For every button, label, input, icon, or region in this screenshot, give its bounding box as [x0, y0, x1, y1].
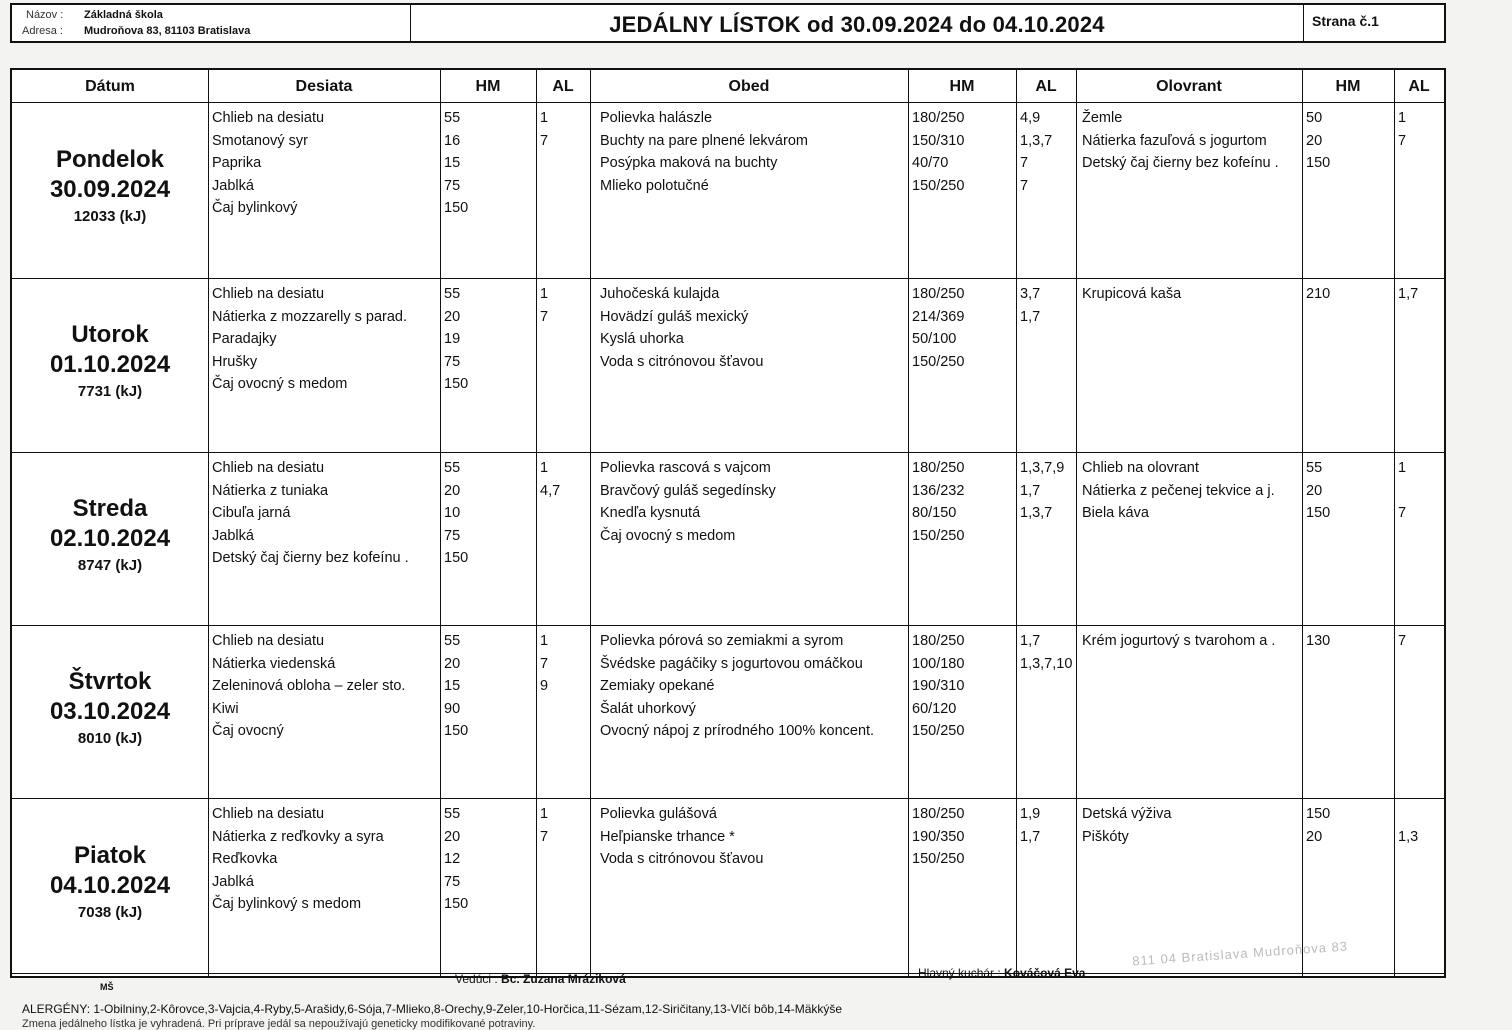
afternoon-hm: 150	[1306, 806, 1331, 822]
day-date: 02.10.2024	[49, 524, 171, 552]
afternoon-hm-list	[1306, 457, 1330, 525]
day-name: Štvrtok	[68, 667, 152, 695]
lunch-hm-list	[912, 803, 964, 871]
snack-al: 4,7	[540, 482, 561, 499]
lunch-item: Šalát uhorkový	[600, 700, 696, 717]
snack-hm: 90	[444, 700, 461, 717]
lunch-hm: 150/250	[912, 851, 965, 867]
lunch-item: Švédske pagáčiky s jogurtovou omáčkou	[600, 655, 863, 672]
lunch-item: Knedľa kysnutá	[600, 505, 701, 521]
afternoon-item: Nátierka z pečenej tekvice a j.	[1082, 482, 1275, 499]
afternoon-al	[1398, 480, 1406, 503]
snack-al	[540, 698, 548, 721]
lunch-item: Voda s citrónovou šťavou	[600, 851, 764, 867]
address-label: Adresa :	[22, 25, 63, 37]
lunch-item: Čaj ovocný s medom	[600, 527, 736, 544]
afternoon-al	[1398, 803, 1418, 826]
name-label: Názov :	[26, 9, 64, 21]
col-header-al-snack: AL	[552, 78, 574, 95]
snack-hm: 19	[444, 331, 461, 347]
lunch-hm: 180/250	[912, 286, 965, 302]
lunch-hm-list	[912, 630, 964, 743]
afternoon-item: Žemle	[1082, 110, 1123, 126]
snack-hm: 75	[444, 353, 461, 370]
lunch-item-list	[600, 457, 776, 547]
lunch-item: Heľpianske trhance *	[600, 828, 735, 845]
page-number: Strana č.1	[1312, 13, 1379, 29]
snack-item: Čaj ovocný	[212, 723, 284, 739]
footer-divider	[12, 973, 1444, 974]
lunch-hm-list	[912, 457, 964, 547]
snack-hm: 75	[444, 177, 461, 194]
day-label	[12, 494, 208, 578]
day-label	[12, 145, 208, 229]
lunch-hm: 180/250	[912, 460, 965, 476]
col-divider	[590, 70, 591, 976]
afternoon-item: Detská výživa	[1082, 806, 1172, 822]
afternoon-hm: 150	[1306, 505, 1331, 521]
school-stamp: 811 04 Bratislava Mudroňova 83	[1131, 938, 1349, 969]
day-energy: 7731 (kJ)	[77, 383, 143, 400]
afternoon-al-list	[1398, 283, 1418, 306]
col-header-hm-snack: HM	[475, 78, 501, 95]
lunch-al-list	[1020, 107, 1052, 197]
afternoon-hm-list	[1306, 630, 1330, 653]
snack-al: 1	[540, 110, 549, 126]
snack-al	[540, 175, 548, 198]
snack-al-list	[540, 803, 548, 916]
snack-item-list	[212, 283, 407, 396]
snack-hm: 55	[444, 460, 461, 476]
afternoon-al: 7	[1398, 132, 1407, 149]
row-divider	[12, 625, 1444, 626]
lunch-al: 7	[1020, 155, 1029, 171]
lunch-item: Bravčový guláš segedínsky	[600, 482, 776, 499]
afternoon-item: Chlieb na olovrant	[1082, 460, 1199, 476]
day-name: Piatok	[73, 841, 147, 869]
snack-hm: 55	[444, 110, 461, 126]
afternoon-item-list	[1082, 457, 1275, 525]
snack-item: Nátierka viedenská	[212, 655, 336, 672]
lunch-al: 1,7	[1020, 828, 1041, 845]
lunch-item-list	[600, 630, 874, 743]
snack-hm-list	[444, 283, 468, 396]
afternoon-hm: 130	[1306, 633, 1331, 649]
afternoon-al: 1,7	[1398, 286, 1419, 302]
lunch-hm: 50/100	[912, 331, 957, 347]
col-divider	[208, 70, 209, 976]
lunch-item: Polievka pórová so zemiakmi a syrom	[600, 633, 844, 649]
snack-item: Čaj bylinkový s medom	[212, 896, 362, 912]
lunch-item: Polievka halászle	[600, 110, 713, 126]
snack-hm: 15	[444, 678, 461, 694]
snack-hm: 150	[444, 376, 469, 392]
snack-item: Smotanový syr	[212, 132, 308, 149]
day-label	[12, 320, 208, 404]
snack-hm: 12	[444, 851, 461, 867]
lunch-al: 1,7	[1020, 308, 1041, 325]
menu-note: Zmena jedálneho lístka je vyhradená. Pri príprave jedál sa nepoužívajú geneticky modifikované potraviny.	[22, 1018, 536, 1030]
day-label	[12, 841, 208, 925]
snack-item: Jablká	[212, 873, 254, 890]
lunch-item: Hovädzí guláš mexický	[600, 308, 749, 325]
col-header-snack: Desiata	[295, 78, 353, 95]
lunch-al: 3,7	[1020, 286, 1041, 302]
lunch-al-list	[1020, 283, 1040, 373]
afternoon-al-list	[1398, 107, 1406, 175]
afternoon-al	[1398, 152, 1406, 175]
col-header-hm-afternoon: HM	[1335, 78, 1361, 95]
snack-hm: 75	[444, 873, 461, 890]
snack-item: Čaj ovocný s medom	[212, 376, 348, 392]
lunch-hm: 80/150	[912, 505, 957, 521]
afternoon-hm-list	[1306, 803, 1330, 848]
col-divider	[1302, 70, 1303, 976]
snack-hm: 150	[444, 550, 469, 566]
snack-al: 9	[540, 678, 549, 694]
afternoon-item: Biela káva	[1082, 505, 1149, 521]
lunch-item: Mlieko polotučné	[600, 177, 709, 194]
snack-item: Čaj bylinkový	[212, 200, 298, 216]
lunch-item: Polievka rascová s vajcom	[600, 460, 771, 476]
manager-signature	[455, 972, 626, 986]
snack-hm-list	[444, 630, 468, 743]
snack-item: Chlieb na desiatu	[212, 110, 325, 126]
lunch-al	[1020, 720, 1072, 743]
snack-hm: 150	[444, 723, 469, 739]
col-header-lunch: Obed	[728, 78, 770, 95]
snack-hm: 10	[444, 505, 461, 521]
lunch-hm: 100/180	[912, 655, 965, 672]
snack-al-list	[540, 107, 548, 220]
snack-al	[540, 373, 548, 396]
snack-al: 7	[540, 655, 549, 672]
lunch-hm: 136/232	[912, 482, 965, 499]
lunch-al	[1020, 328, 1040, 351]
afternoon-item-list	[1082, 283, 1181, 306]
snack-al-list	[540, 630, 548, 743]
lunch-item: Posýpka maková na buchty	[600, 155, 778, 171]
afternoon-item: Nátierka fazuľová s jogurtom	[1082, 132, 1267, 149]
afternoon-item: Krupicová kaša	[1082, 286, 1182, 302]
lunch-al-list	[1020, 457, 1064, 547]
snack-al	[540, 152, 548, 175]
lunch-hm: 190/350	[912, 828, 965, 845]
snack-item: Reďkovka	[212, 851, 278, 867]
lunch-item: Polievka gulášová	[600, 806, 717, 822]
lunch-al: 1,3,7,10	[1020, 655, 1073, 672]
lunch-item: Buchty na pare plnené lekvárom	[600, 132, 808, 149]
afternoon-al: 7	[1398, 633, 1407, 649]
snack-hm-list	[444, 803, 468, 916]
afternoon-item: Krém jogurtový s tvarohom a .	[1082, 633, 1276, 649]
day-energy: 8747 (kJ)	[77, 556, 143, 574]
header-divider	[12, 102, 1444, 103]
lunch-hm: 150/310	[912, 132, 965, 149]
snack-item: Chlieb na desiatu	[212, 633, 325, 649]
snack-hm: 150	[444, 200, 469, 216]
lunch-al	[1020, 698, 1072, 721]
snack-al: 1	[540, 633, 549, 649]
lunch-hm: 214/369	[912, 308, 965, 325]
lunch-hm: 150/250	[912, 527, 965, 544]
snack-hm: 15	[444, 155, 461, 171]
lunch-hm: 150/250	[912, 353, 965, 370]
lunch-hm: 180/250	[912, 806, 965, 822]
snack-item: Chlieb na desiatu	[212, 460, 325, 476]
lunch-al: 1,9	[1020, 806, 1041, 822]
lunch-hm: 150/250	[912, 177, 965, 194]
snack-hm: 55	[444, 633, 461, 649]
col-divider	[1076, 70, 1077, 976]
snack-al	[540, 197, 548, 220]
col-header-al-lunch: AL	[1035, 78, 1057, 95]
snack-al: 7	[540, 828, 549, 845]
afternoon-item-list	[1082, 630, 1275, 653]
snack-al	[540, 328, 548, 351]
snack-al: 1	[540, 460, 549, 476]
allergen-legend: ALERGÉNY: 1-Obilniny,2-Kôrovce,3-Vajcia,4-Ryby,5-Arašidy,6-Sója,7-Mlieko,8-Orechy,9-Zeler,10-Horčica,11-Sézam,12-Siričitany,13-Vlčí bôb,14-Mäkkýše	[22, 1002, 843, 1016]
afternoon-hm: 20	[1306, 132, 1323, 149]
school-address: Mudroňova 83, 81103 Bratislava	[84, 25, 251, 37]
lunch-item: Zemiaky opekané	[600, 678, 715, 694]
afternoon-hm: 20	[1306, 828, 1323, 845]
day-name: Streda	[72, 494, 148, 522]
snack-hm: 20	[444, 482, 461, 499]
snack-al	[540, 720, 548, 743]
afternoon-item: Detský čaj čierny bez kofeínu .	[1082, 155, 1279, 171]
afternoon-al: 1	[1398, 110, 1407, 126]
col-divider	[908, 70, 909, 976]
snack-al-list	[540, 457, 560, 570]
lunch-al	[1020, 848, 1040, 871]
lunch-al: 4,9	[1020, 110, 1041, 126]
manager-label: Vedúci :	[455, 972, 498, 986]
day-name: Utorok	[71, 321, 149, 348]
page-title: JEDÁLNY LÍSTOK od 30.09.2024 do 04.10.2024	[609, 12, 1105, 37]
afternoon-item-list	[1082, 803, 1171, 848]
snack-hm: 20	[444, 308, 461, 325]
afternoon-al-list	[1398, 803, 1418, 848]
snack-item: Jablká	[212, 177, 254, 194]
afternoon-al: 1	[1398, 460, 1407, 476]
day-date: 30.09.2024	[49, 176, 171, 203]
snack-hm: 16	[444, 132, 461, 149]
lunch-item: Juhočeská kulajda	[600, 286, 720, 302]
row-divider	[12, 278, 1444, 279]
snack-item: Hrušky	[212, 353, 258, 370]
row-divider	[12, 452, 1444, 453]
snack-al	[540, 502, 560, 525]
snack-al-list	[540, 283, 548, 396]
lunch-al: 1,3,7,9	[1020, 460, 1065, 476]
lunch-hm-list	[912, 283, 964, 373]
day-date: 04.10.2024	[49, 871, 171, 899]
lunch-al-list	[1020, 803, 1040, 871]
col-divider	[440, 70, 441, 976]
header-box	[10, 3, 1446, 43]
lunch-al: 1,3,7	[1020, 505, 1053, 521]
afternoon-hm-list	[1306, 283, 1330, 306]
lunch-al-list	[1020, 630, 1072, 743]
school-name: Základná škola	[84, 9, 163, 21]
snack-item: Nátierka z reďkovky a syra	[212, 828, 384, 845]
snack-item: Paprika	[212, 155, 262, 171]
snack-hm: 20	[444, 828, 461, 845]
snack-hm: 20	[444, 655, 461, 672]
lunch-al: 1,7	[1020, 633, 1041, 649]
col-divider	[1394, 70, 1395, 976]
snack-item-list	[212, 457, 409, 570]
snack-item: Nátierka z tuniaka	[212, 482, 329, 499]
col-header-date: Dátum	[85, 78, 135, 95]
snack-al	[540, 351, 548, 374]
afternoon-item-list	[1082, 107, 1279, 175]
snack-al	[540, 525, 560, 548]
snack-al	[540, 547, 560, 570]
afternoon-hm-list	[1306, 107, 1330, 175]
afternoon-hm: 20	[1306, 482, 1323, 499]
snack-item: Detský čaj čierny bez kofeínu .	[212, 550, 409, 566]
snack-hm: 55	[444, 806, 461, 822]
lunch-al: 7	[1020, 177, 1029, 194]
day-energy: 12033 (kJ)	[73, 208, 147, 225]
afternoon-hm: 150	[1306, 155, 1331, 171]
day-label	[12, 667, 208, 751]
lunch-al	[1020, 525, 1064, 548]
col-header-al-afternoon: AL	[1408, 78, 1430, 95]
afternoon-hm: 55	[1306, 460, 1323, 476]
afternoon-hm: 50	[1306, 110, 1323, 126]
snack-item: Zeleninová obloha – zeler sto.	[212, 678, 406, 694]
snack-item-list	[212, 630, 405, 743]
page-number-box	[1303, 5, 1444, 41]
snack-item: Chlieb na desiatu	[212, 806, 325, 822]
snack-item: Cibuľa jarná	[212, 505, 291, 521]
lunch-item: Voda s citrónovou šťavou	[600, 353, 764, 370]
school-info	[12, 5, 411, 41]
snack-al	[540, 871, 548, 894]
snack-hm-list	[444, 107, 468, 220]
col-header-afternoon: Olovrant	[1156, 78, 1222, 95]
lunch-al: 1,7	[1020, 482, 1041, 499]
snack-item: Paradajky	[212, 331, 277, 347]
snack-al: 1	[540, 806, 549, 822]
lunch-hm: 40/70	[912, 155, 949, 171]
snack-hm: 55	[444, 286, 461, 302]
manager-name: Bc. Zuzana Mráziková	[501, 972, 626, 986]
chef-name: Kováčová Eva	[1004, 966, 1086, 980]
chef-label: Hlavný kuchár :	[918, 966, 1001, 980]
snack-hm-list	[444, 457, 468, 570]
menu-table	[10, 68, 1446, 978]
lunch-hm: 150/250	[912, 723, 965, 739]
day-energy: 7038 (kJ)	[77, 903, 143, 921]
snack-al: 1	[540, 286, 549, 302]
lunch-hm-list	[912, 107, 964, 197]
col-divider	[1016, 70, 1017, 976]
ms-mark: MŠ	[100, 982, 114, 992]
col-header-hm-lunch: HM	[949, 78, 975, 95]
snack-item: Nátierka z mozzarelly s parad.	[212, 308, 408, 325]
day-date: 01.10.2024	[49, 351, 171, 378]
afternoon-item: Piškóty	[1082, 828, 1129, 845]
snack-al	[540, 848, 548, 871]
snack-hm: 150	[444, 896, 469, 912]
lunch-item-list	[600, 283, 763, 373]
afternoon-al-list	[1398, 457, 1406, 525]
lunch-item: Ovocný nápoj z prírodného 100% koncent.	[600, 723, 875, 739]
snack-item-list	[212, 107, 324, 220]
snack-al: 7	[540, 308, 549, 325]
afternoon-al: 1,3	[1398, 828, 1419, 845]
lunch-item-list	[600, 803, 763, 871]
col-divider	[536, 70, 537, 976]
day-date: 03.10.2024	[49, 697, 171, 725]
lunch-al	[1020, 675, 1072, 698]
row-divider	[12, 798, 1444, 799]
lunch-al: 1,3,7	[1020, 132, 1053, 149]
snack-hm: 75	[444, 527, 461, 544]
snack-item: Jablká	[212, 527, 254, 544]
lunch-item-list	[600, 107, 808, 197]
day-energy: 8010 (kJ)	[77, 729, 143, 747]
chef-signature	[918, 966, 1085, 980]
snack-item-list	[212, 803, 384, 916]
snack-item: Kiwi	[212, 700, 239, 717]
snack-al	[540, 893, 548, 916]
snack-al: 7	[540, 132, 549, 149]
lunch-hm: 180/250	[912, 110, 965, 126]
day-name: Pondelok	[55, 146, 164, 173]
snack-item: Chlieb na desiatu	[212, 286, 325, 302]
lunch-item: Kyslá uhorka	[600, 331, 684, 347]
lunch-hm: 190/310	[912, 678, 965, 694]
lunch-hm: 180/250	[912, 633, 965, 649]
lunch-hm: 60/120	[912, 700, 957, 717]
afternoon-hm: 210	[1306, 286, 1331, 302]
afternoon-al-list	[1398, 630, 1406, 653]
lunch-al	[1020, 351, 1040, 374]
afternoon-al: 7	[1398, 505, 1407, 521]
